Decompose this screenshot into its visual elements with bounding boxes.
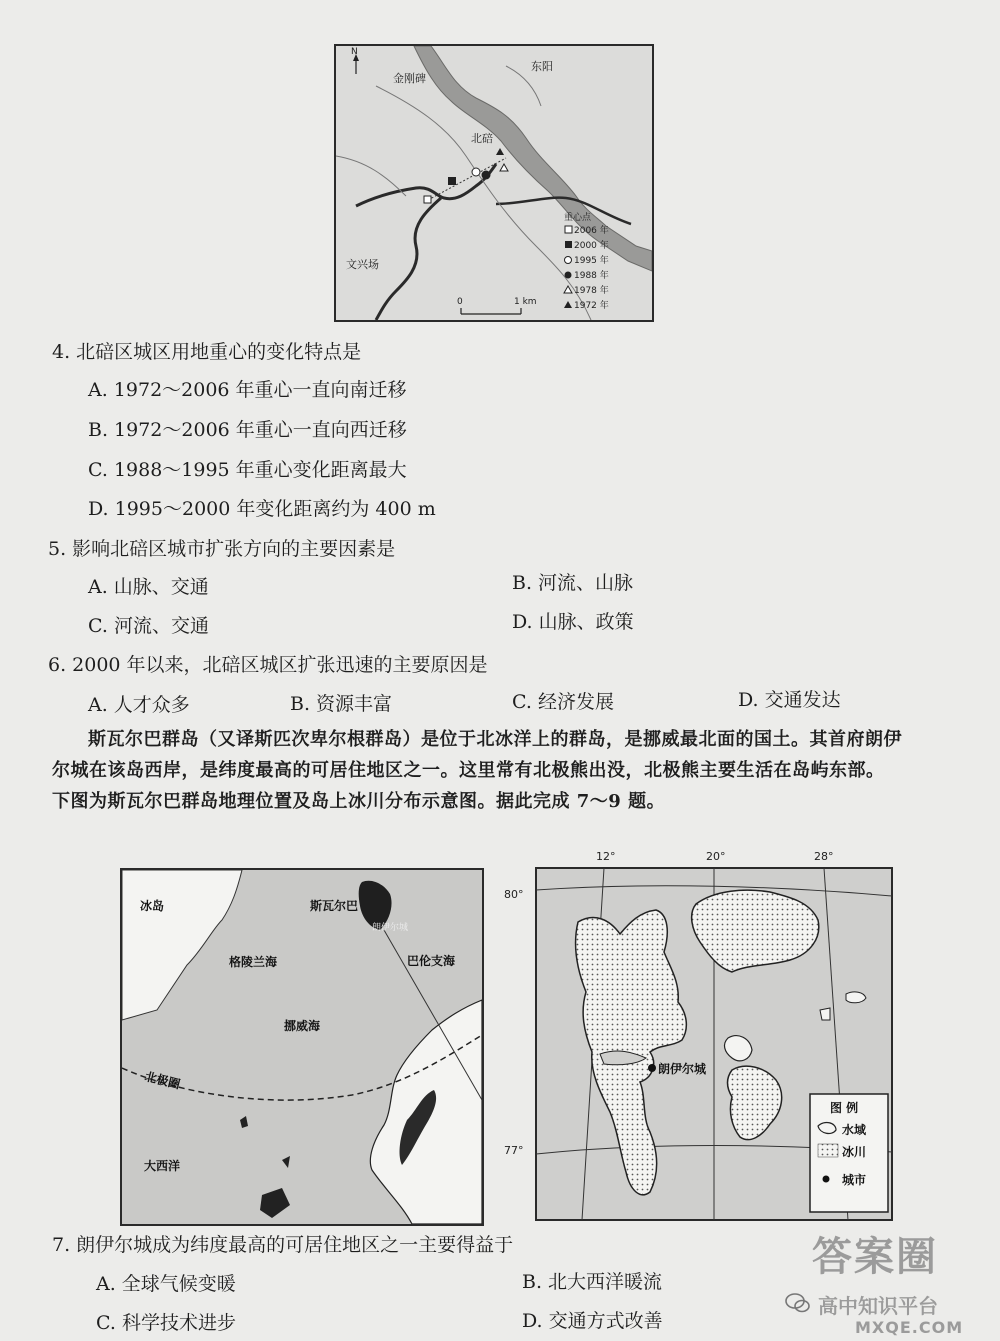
place-jingangbei: 金刚碑 xyxy=(393,72,426,85)
q6-option-a: A. 人才众多 xyxy=(88,694,190,716)
map3-legend xyxy=(810,1094,888,1212)
island-1 xyxy=(240,1116,248,1128)
centroid-1995 xyxy=(472,168,480,176)
place-wenxingchang: 文兴场 xyxy=(346,258,379,271)
label-atlantic: 大西洋 xyxy=(144,1159,181,1173)
beibei-centroid-map xyxy=(334,44,654,322)
svg-text:0: 0 xyxy=(457,297,463,307)
svg-text:城市: 城市 xyxy=(842,1173,867,1187)
q5-option-a: A. 山脉、交通 xyxy=(88,576,209,598)
q5-option-b: B. 河流、山脉 xyxy=(512,572,634,594)
location-map-svg xyxy=(122,870,482,1224)
island-2 xyxy=(282,1156,290,1168)
q4-option-b: B. 1972～2006 年重心一直向西迁移 xyxy=(88,419,407,441)
q7-option-d: D. 交通方式改善 xyxy=(522,1310,663,1332)
q4-option-d: D. 1995～2000 年变化距离约为 400 m xyxy=(88,498,436,520)
q6-option-c: C. 经济发展 xyxy=(512,691,614,713)
small-island xyxy=(820,1008,830,1020)
centroid-1972 xyxy=(496,148,504,155)
north-arrow-icon xyxy=(351,47,359,74)
label-norwegian-sea: 挪威海 xyxy=(284,1019,321,1033)
svalbard-location-map xyxy=(120,868,484,1226)
longyearbyen-city-dot xyxy=(648,1064,656,1072)
kvitoya-island xyxy=(846,992,866,1003)
svg-text:1995 年: 1995 年 xyxy=(574,256,609,266)
watermark-platform: 高中知识平台 xyxy=(818,1294,938,1318)
watermark-logo-text: 答案圈 xyxy=(812,1234,938,1280)
lat-label-77: 77° xyxy=(504,1144,524,1157)
label-barents-sea: 巴伦支海 xyxy=(407,954,456,968)
label-arctic-circle: 北极圈 xyxy=(143,1069,182,1092)
q4-option-c: C. 1988～1995 年重心变化距离最大 xyxy=(88,459,407,481)
label-longyearbyen: 朗伊尔城 xyxy=(658,1062,707,1076)
q5-option-d: D. 山脉、政策 xyxy=(512,611,634,633)
q4-option-a: A. 1972～2006 年重心一直向南迁移 xyxy=(88,379,407,401)
passage-line-3: 下图为斯瓦尔巴群岛地理位置及岛上冰川分布示意图。据此完成 7～9 题。 xyxy=(52,791,666,812)
q6-option-b: B. 资源丰富 xyxy=(290,693,393,715)
svg-text:图 例: 图 例 xyxy=(830,1101,859,1115)
svg-text:水域: 水域 xyxy=(842,1123,867,1137)
lat-label-80: 80° xyxy=(504,888,524,901)
label-longyearbyen-small: 朗伊尔城 xyxy=(372,923,409,933)
scale-bar xyxy=(457,297,537,314)
label-svalbard: 斯瓦尔巴 xyxy=(310,899,359,913)
passage-line-2: 尔城在该岛西岸，是纬度最高的可居住地区之一。这里常有北极熊出没，北极熊主要生活在岛屿东部。 xyxy=(52,760,885,781)
label-iceland: 冰岛 xyxy=(140,899,165,913)
lon-label-28: 28° xyxy=(814,850,834,863)
lon-label-12: 12° xyxy=(596,850,616,863)
q5-stem: 5. 影响北碚区城市扩张方向的主要因素是 xyxy=(48,538,396,560)
centroid-1978 xyxy=(500,164,508,171)
svalbard-glacier-map xyxy=(500,842,898,1222)
svg-text:2006 年: 2006 年 xyxy=(574,226,609,236)
svg-text:1 km: 1 km xyxy=(514,297,537,307)
greenland-land xyxy=(122,870,242,1020)
svg-text:冰川: 冰川 xyxy=(842,1145,867,1159)
svg-text:1972 年: 1972 年 xyxy=(574,301,609,311)
q7-stem: 7. 朗伊尔城成为纬度最高的可居住地区之一主要得益于 xyxy=(52,1234,514,1256)
svg-text:1988 年: 1988 年 xyxy=(574,271,609,281)
svg-text:2000 年: 2000 年 xyxy=(574,241,609,251)
q6-option-d: D. 交通发达 xyxy=(738,689,841,711)
q7-option-c: C. 科学技术进步 xyxy=(96,1312,236,1334)
passage-line-1: 斯瓦尔巴群岛（又译斯匹次卑尔根群岛）是位于北冰洋上的群岛，是挪威最北面的国土。其首府朗伊 xyxy=(88,729,902,750)
label-greenland-sea: 格陵兰海 xyxy=(229,955,278,969)
centroid-2006 xyxy=(424,196,431,203)
river-jialing xyxy=(414,46,652,271)
q7-option-b: B. 北大西洋暖流 xyxy=(522,1271,663,1293)
q7-option-a: A. 全球气候变暖 xyxy=(96,1273,236,1295)
svg-text:重心点: 重心点 xyxy=(564,213,592,223)
boundary-line-2 xyxy=(336,156,406,196)
island-3 xyxy=(260,1188,290,1218)
place-beibei: 北碚 xyxy=(471,132,493,145)
wechat-icon xyxy=(785,1292,811,1314)
q6-stem: 6. 2000 年以来，北碚区城区扩张迅速的主要原因是 xyxy=(48,654,488,676)
road-south xyxy=(376,198,441,320)
beibei-map-svg xyxy=(336,46,652,320)
glacier-map-svg xyxy=(500,842,898,1222)
passage xyxy=(52,724,957,817)
q4-stem: 4. 北碚区城区用地重心的变化特点是 xyxy=(52,341,362,363)
watermark-url: MXQE.COM xyxy=(855,1318,964,1337)
lon-label-20: 20° xyxy=(706,850,726,863)
q5-option-c: C. 河流、交通 xyxy=(88,615,209,637)
centroid-2000 xyxy=(448,177,456,185)
svg-text:N: N xyxy=(351,47,358,57)
place-dongyang: 东阳 xyxy=(531,60,553,73)
svg-text:1978 年: 1978 年 xyxy=(574,286,609,296)
map1-legend xyxy=(564,211,609,311)
centroid-1988 xyxy=(482,171,491,180)
